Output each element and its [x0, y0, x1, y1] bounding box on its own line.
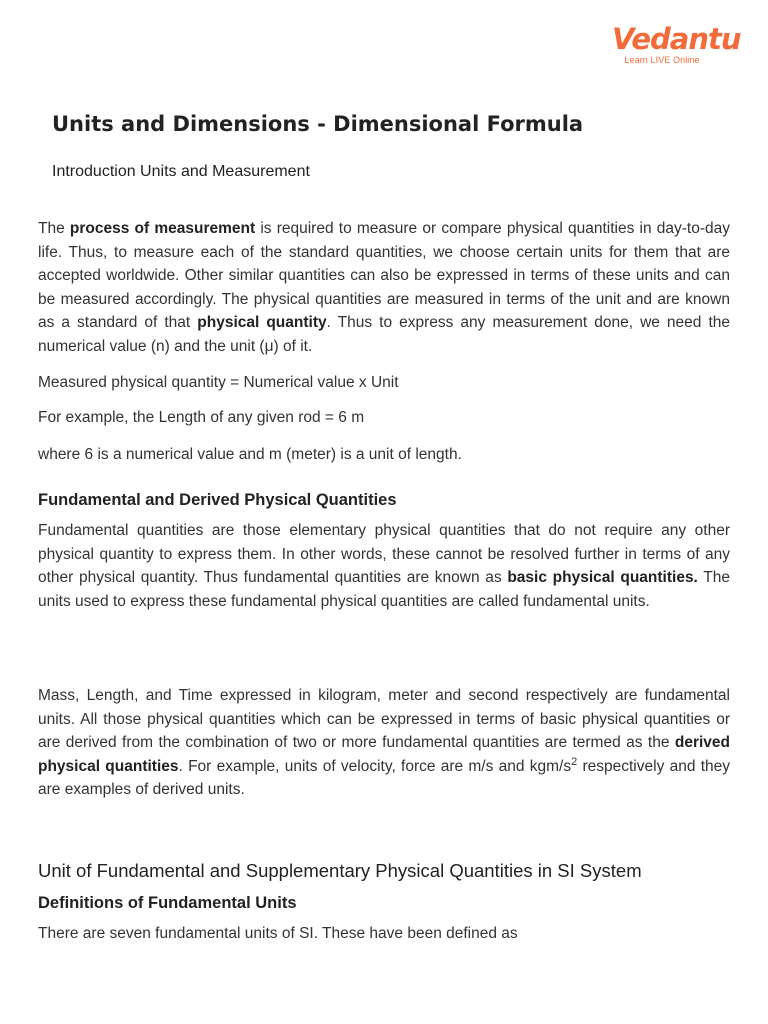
intro-paragraph [38, 217, 730, 358]
derived-text-2: . For example, units of velocity, force are m/s and kgm/s [178, 757, 572, 775]
vedantu-logo [612, 22, 741, 65]
fundamental-paragraph [38, 519, 730, 613]
formula-line: Measured physical quantity = Numerical value x Unit [38, 374, 399, 391]
definitions-heading: Definitions of Fundamental Units [38, 894, 297, 912]
derived-bold-1: derived physical quantities [38, 734, 730, 775]
fundamental-text-1: Fundamental quantities are those elementary physical quantities that do not require any other physical quantity to express them. In other words, these cannot be resolved further in terms of any other physical quantity. Thus fundamental quantities are known as [38, 522, 730, 586]
example-line: For example, the Length of any given rod = 6 m [38, 409, 365, 426]
derived-paragraph [38, 684, 730, 802]
fundamental-heading: Fundamental and Derived Physical Quantities [38, 491, 397, 509]
logo-tagline: Learn LIVE Online [624, 55, 700, 65]
intro-text-1: The [38, 220, 70, 237]
page-subtitle: Introduction Units and Measurement [52, 163, 310, 180]
intro-bold-1: process of measurement [69, 220, 256, 237]
derived-text-3: respectively and they are examples of derived units. [38, 757, 730, 798]
intro-text-2: is required to measure or compare physical quantities in day-to-day life. Thus, to measure each of the standard quantities, we choose certain units for them that are accepted worldwide. Other similar quantities can also be expressed in terms of these units and can be measured accordingly. The physical quantities are measured in terms of the unit and are known as a standard of that [38, 220, 731, 331]
fundamental-text-2: The units used to express these fundamental physical quantities are called fundamental units. [38, 569, 730, 610]
fundamental-bold-1: basic physical quantities. [507, 569, 698, 586]
intro-bold-2: physical quantity [197, 314, 327, 331]
where-line: where 6 is a numerical value and m (meter) is a unit of length. [38, 446, 462, 463]
derived-text-1: Mass, Length, and Time expressed in kilogram, meter and second respectively are fundamental units. All those physical quantities which can be expressed in terms of basic physical quantities or are derived from the combination of two or more fundamental quantities are termed as the [38, 687, 730, 751]
intro-text-3: . Thus to express any measurement done, we need the numerical value (n) and the unit (μ) of it. [38, 314, 730, 355]
si-system-heading: Unit of Fundamental and Supplementary Physical Quantities in SI System [38, 860, 642, 881]
page-title: Units and Dimensions - Dimensional Formula [52, 112, 584, 136]
superscript-two: 2 [571, 755, 578, 768]
definitions-line: There are seven fundamental units of SI. These have been defined as [38, 925, 518, 942]
logo-wordmark: Vedantu [612, 22, 741, 56]
